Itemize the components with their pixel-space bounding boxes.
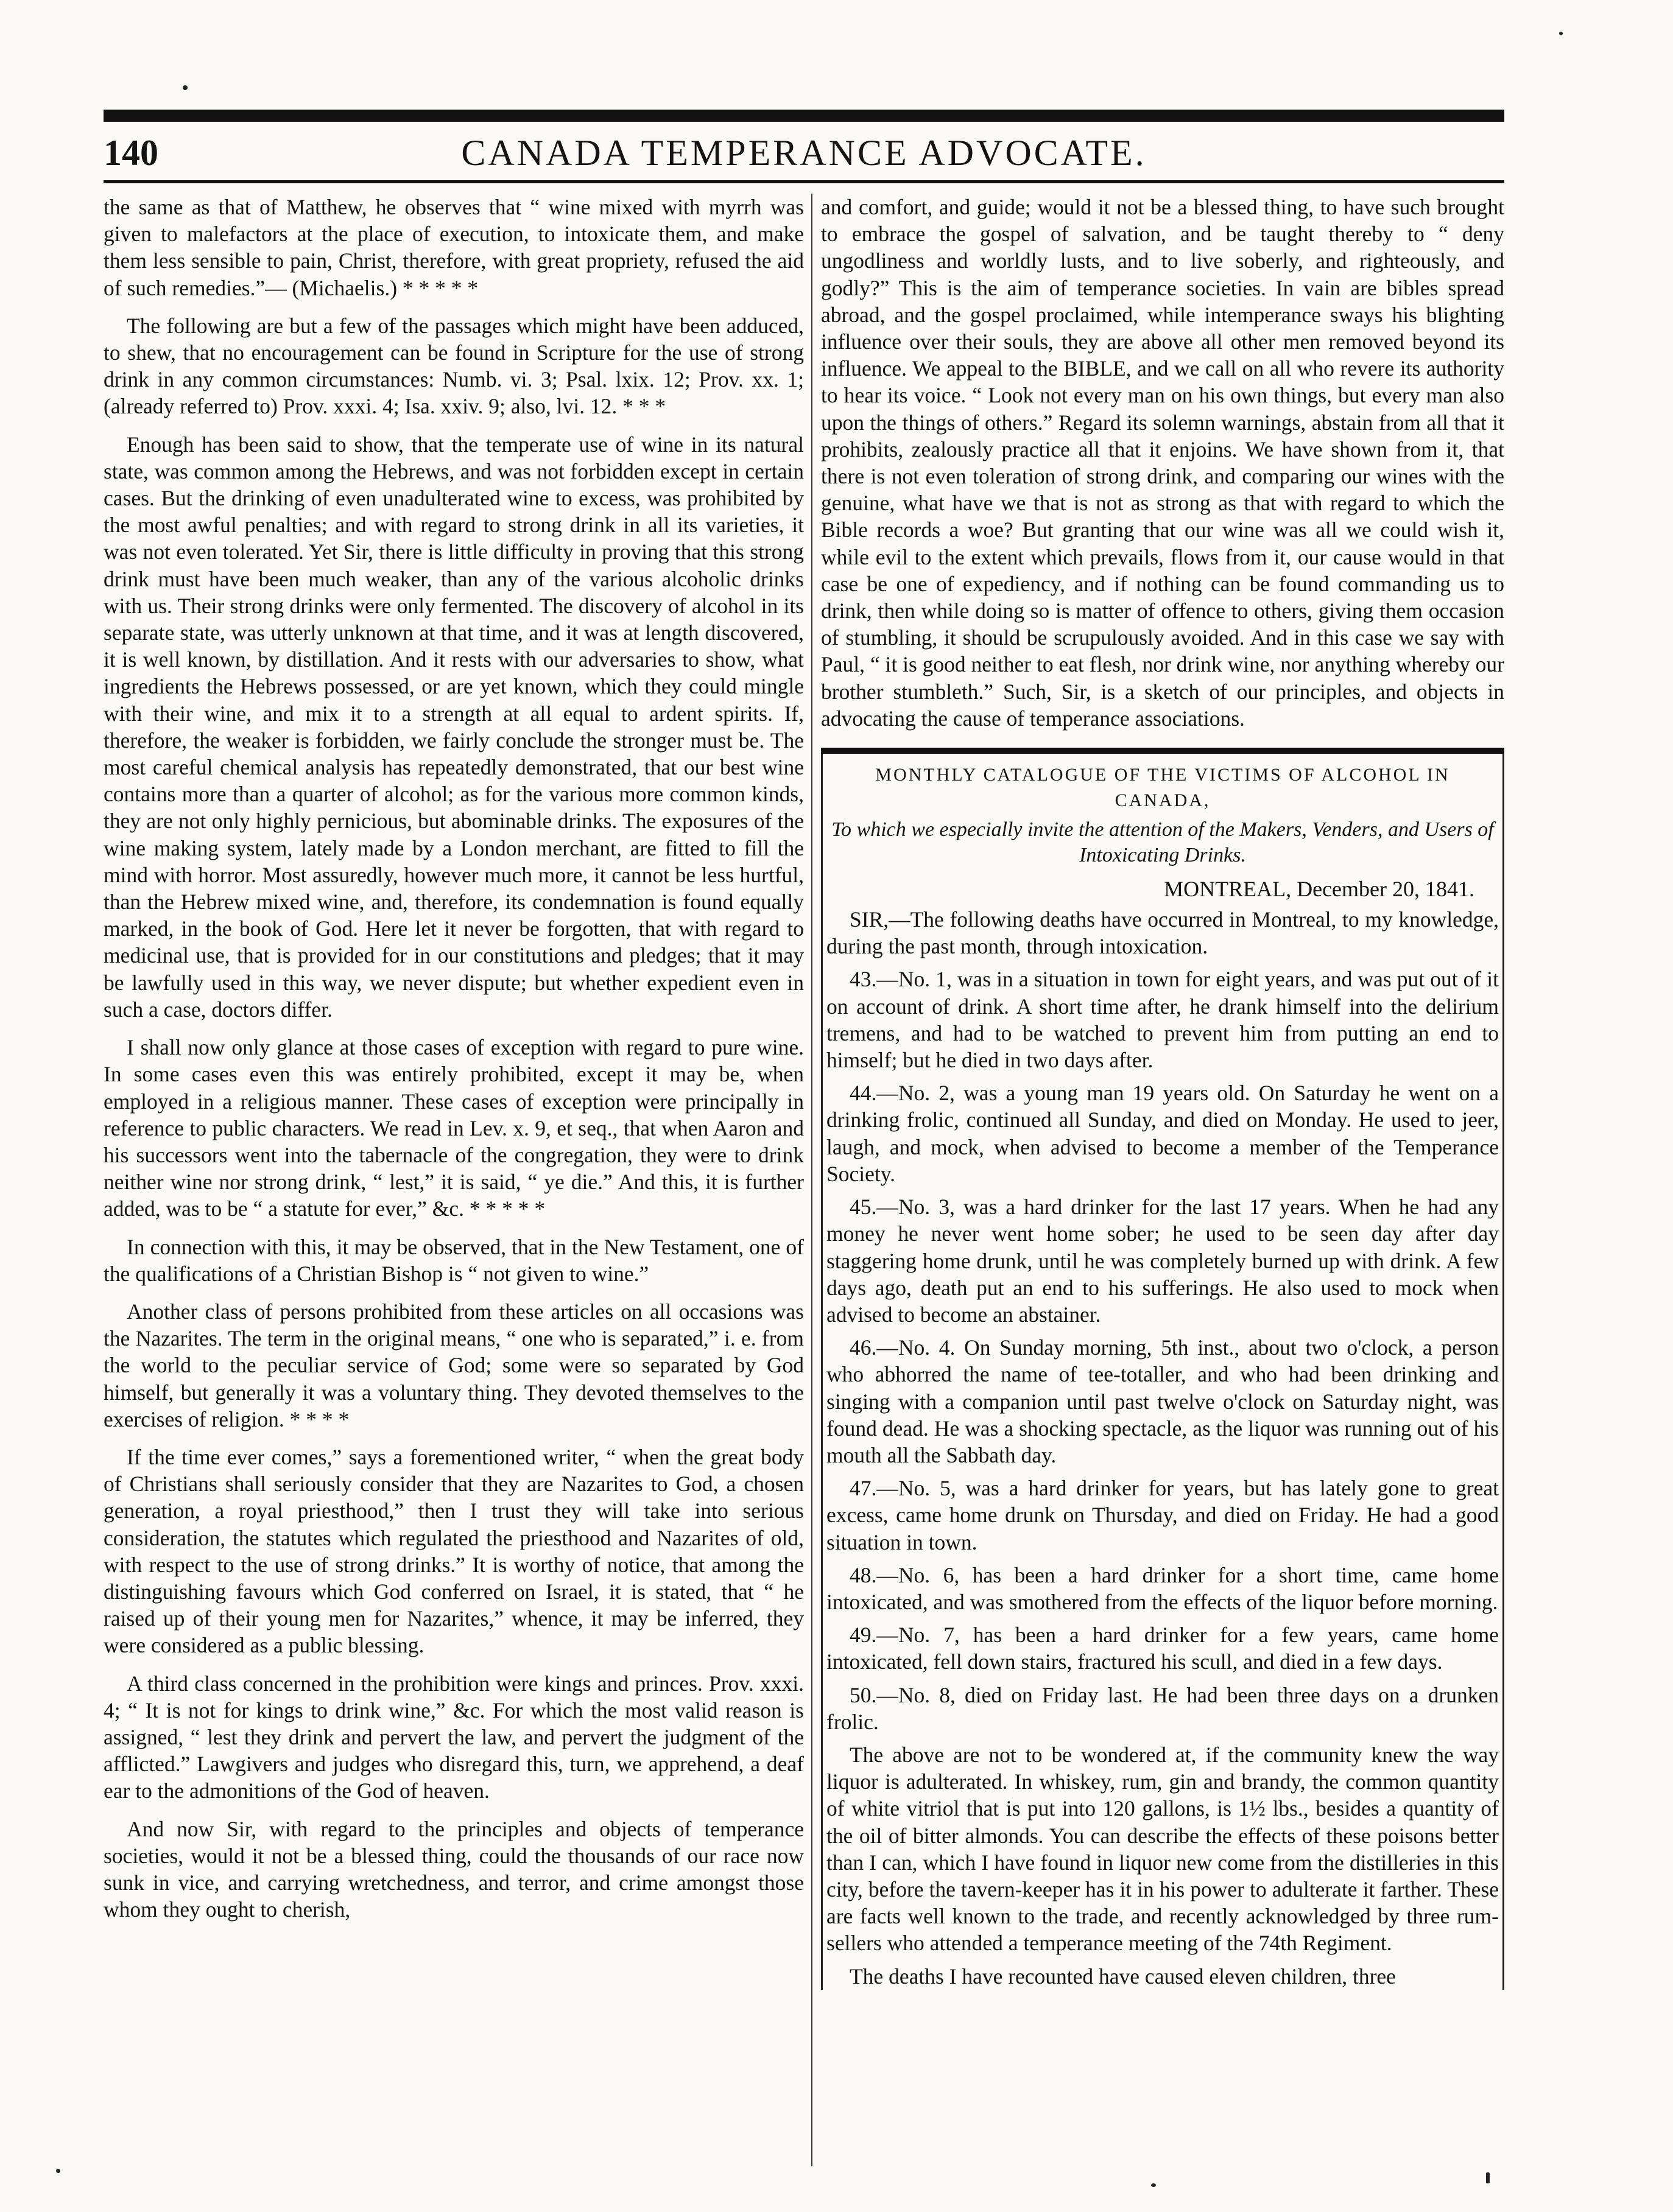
catalogue-entry: 49.—No. 7, has been a hard drinker for a few years, came home intoxicated, fell down stairs, fractured his scull, and died in a few days. bbox=[826, 1623, 1499, 1674]
catalogue-entry: 48.—No. 6, has been a hard drinker for a short time, came home intoxicated, and was smothered from the effects of the liquor before morning. bbox=[826, 1562, 1499, 1614]
article-paragraph: And now Sir, with regard to the principles and objects of temperance societies, would it not be a blessed thing, could the thousands of our race now sunk in vice, and carrying wretchedness, and terror, and crime amongst those whom they ought to cherish, bbox=[104, 1816, 804, 1922]
page-header bbox=[104, 130, 1504, 175]
article-paragraph: If the time ever comes,” says a forementioned writer, “ when the great body of Christians shall seriously consider that they are Nazarites to God, a chosen generation, a royal priesthood,” then I trust they will take into serious consideration, the statutes which regulated the priesthood and Nazarites of old, with respect to the use of strong drinks.” It is worthy of notice, that among the distinguishing favours which God conferred on Israel, it is stated, that “ he raised up of their young men for Nazarites,” whence, it may be inferred, they were considered as a public blessing. bbox=[104, 1444, 804, 1658]
catalogue-rule bbox=[821, 748, 1504, 754]
print-speck bbox=[56, 2169, 60, 2173]
article-paragraph: and comfort, and guide; would it not be a blessed thing, to have such brought to embrace the gospel of salvation, and be taught thereby to “ deny ungodliness and worldly lusts, and to live soberly, and righteously, and godly?” This is the aim of temperance societies. In vain are bibles spread abroad, and the gospel proclaimed, while intemperance sways his blighting influence over their souls, they are above all other men removed beyond its influence. We appeal to the BIBLE, and we call on all who revere its authority to hear its voice. “ Look not every man on his own things, but every man also upon the things of others.” Regard its solemn warnings, abstain from all that it prohibits, zealously practice all that it enjoins. We have shown from it, that there is not even toleration of strong drink, and comparing our wines with the genuine, what have we that is not as strong as that with regard to which the Bible records a woe? But granting that our wine was all we could wish it, while evil to the extent which prevails, flows from it, our cause would in that case be one of expediency, and if nothing can be found commanding us to drink, then while doing so is matter of offence to others, giving them occasion of stumbling, it should be scrupulously avoided. And in this case we say with Paul, “ it is good neither to eat flesh, nor drink wine, nor anything whereby our brother stumbleth.” Such, Sir, is a sketch of our principles, and objects in advocating the cause of temperance associations. bbox=[821, 195, 1504, 731]
catalogue-entry: 46.—No. 4. On Sunday morning, 5th inst., about two o'clock, a person who abhorred the name of tee-totaller, and who had been drinking and singing with a companion until past twelve o'clock on Saturday night, was found dead. He was a shocking spectacle, as the liquor was running out of his mouth all the Sabbath day. bbox=[826, 1335, 1499, 1467]
victims-catalogue bbox=[821, 748, 1504, 1990]
catalogue-entry: 47.—No. 5, was a hard drinker for years, but has lately gone to great excess, came home drunk on Thursday, and died on Friday. He had a good situation in town. bbox=[826, 1476, 1499, 1554]
top-rule bbox=[104, 110, 1504, 122]
header-rule bbox=[104, 180, 1504, 183]
print-speck bbox=[183, 85, 188, 90]
masthead-title: CANADA TEMPERANCE ADVOCATE. bbox=[461, 133, 1147, 173]
article-paragraph: Another class of persons prohibited from these articles on all occasions was the Nazarites. The term in the original means, “ one who is separated,” i. e. from the world to the peculiar service of God; some were so separated by God himself, but generally it was a voluntary thing. They devoted themselves to the exercises of religion. * * * * bbox=[104, 1299, 804, 1431]
print-speck bbox=[1559, 32, 1563, 35]
catalogue-entry: 50.—No. 8, died on Friday last. He had been three days on a drunken frolic. bbox=[826, 1682, 1499, 1734]
letter-intro: SIR,—The following deaths have occurred in Montreal, to my knowledge, during the past month, through intoxication. bbox=[826, 907, 1499, 959]
article-paragraph: the same as that of Matthew, he observes that “ wine mixed with myrrh was given to malefactors at the place of execution, to intoxicate them, and make them less sensible to pain, Christ, therefore, with great propriety, refused the aid of such remedies.”— (Michaelis.) * * * * * bbox=[104, 195, 804, 300]
catalogue-title: MONTHLY CATALOGUE OF THE VICTIMS OF ALCOHOL IN CANADA, bbox=[875, 765, 1450, 811]
article-paragraph: Enough has been said to show, that the temperate use of wine in its natural state, was common among the Hebrews, and was not forbidden except in certain cases. But the drinking of even unadulterated wine to excess, was prohibited by the most awful penalties; and with regard to strong drink in all its varieties, it was not even tolerated. Yet Sir, there is little difficulty in proving that this strong drink must have been much weaker, than any of the various alcoholic drinks with us. Their strong drinks were only fermented. The discovery of alcohol in its separate state, was utterly unknown at that time, and it was at length discovered, it is well known, by distillation. And it rests with our adversaries to show, what ingredients the Hebrews possessed, or are yet known, which they could mingle with their wine, and mix it to a strength at all equal to ardent spirits. If, therefore, the weaker is forbidden, we fairly conclude the stronger must be. The most careful chemical analysis has repeatedly demonstrated, that our best wine contains more than a quarter of alcohol; as for the various more common kinds, they are not only highly pernicious, but abominable drinks. The exposures of the wine making system, lately made by a London merchant, are fitted to fill the mind with horror. Most assuredly, however much more, it cannot be less hurtful, than the Hebrew mixed wine, and, therefore, its condemnation is found equally marked, in the book of God. Here let it never be forgotten, that with regard to medicinal use, that is provided for in our constitutions and pledges; that it may be lawfully used in this way, we never dispute; but whether expedient even in such a case, doctors differ. bbox=[104, 432, 804, 1022]
page-number: 140 bbox=[104, 133, 158, 173]
print-speck bbox=[1486, 2172, 1490, 2183]
right-column bbox=[821, 194, 1504, 2166]
article-paragraph: A third class concerned in the prohibition were kings and princes. Prov. xxxi. 4; “ It is not for kings to drink wine,” &c. For which the most valid reason is assigned, “ lest they drink and pervert the law, and pervert the judgment of the afflicted.” Lawgivers and judges who disregard this, turn, we apprehend, a deaf ear to the admonitions of the God of heaven. bbox=[104, 1671, 804, 1803]
catalogue-entry: 44.—No. 2, was a young man 19 years old. On Saturday he went on a drinking frolic, continued all Sunday, and died on Monday. He used to jeer, laugh, and mock, when advised to become a member of the Temperance Society. bbox=[826, 1081, 1499, 1186]
article-paragraph: In connection with this, it may be observed, that in the New Testament, one of the qualifications of a Christian Bishop is “ not given to wine.” bbox=[104, 1234, 804, 1286]
column-divider bbox=[811, 194, 812, 2166]
print-speck bbox=[1151, 2183, 1156, 2187]
article-paragraph: The following are but a few of the passages which might have been adduced, to shew, that no encouragement can be found in Scripture for the use of strong drink in any common circumstances: Numb. vi. 3; Psal. lxix. 12; Prov. xx. 1; (already referred to) Prov. xxxi. 4; Isa. xxiv. 9; also, lvi. 12. * * * bbox=[104, 313, 804, 419]
catalogue-entry: 43.—No. 1, was in a situation in town for eight years, and was put out of it on account of drink. A short time after, he drank himself into the delirium tremens, and had to be watched to prevent him from putting an end to himself; but he died in two days after. bbox=[826, 967, 1499, 1073]
catalogue-entry: 45.—No. 3, was a hard drinker for the last 17 years. When he had any money he never went home sober; he used to be seen day after day staggering home drunk, until he was completely burned up with drink. A few days ago, death put an end to his sufferings. He also used to mock when advised to become an abstainer. bbox=[826, 1195, 1499, 1327]
newspaper-page bbox=[104, 110, 1504, 2180]
left-column bbox=[104, 194, 804, 2166]
dateline: MONTREAL, December 20, 1841. bbox=[1164, 877, 1474, 902]
closing-paragraph: The deaths I have recounted have caused eleven children, three bbox=[850, 1964, 1396, 1989]
closing-paragraph: The above are not to be wondered at, if the community knew the way liquor is adulterated. In whiskey, rum, gin and brandy, the common quantity of white vitriol that is put into 120 gallons, is 1½ lbs., besides a quantity of the oil of bitter almonds. You can describe the effects of these poisons better than I can, which I have found in liquor new come from the distilleries in this city, before the tavern-keeper has it in his power to adulterate it farther. These are facts well known to the trade, and recently acknowledged by three rum-sellers who attended a temperance meeting of the 74th Regiment. bbox=[826, 1742, 1499, 1956]
catalogue-subtitle: To which we especially invite the attention of the Makers, Venders, and Users of Intoxicating Drinks. bbox=[831, 818, 1494, 867]
article-paragraph: I shall now only glance at those cases of exception with regard to pure wine. In some cases even this was entirely prohibited, except it may be, when employed in a religious manner. These cases of exception were principally in reference to public characters. We read in Lev. x. 9, et seq., that when Aaron and his successors went into the tabernacle of the congregation, they were to drink neither wine nor strong drink, “ lest,” it is said, “ ye die.” And this, it is further added, was to be “ a statute for ever,” &c. * * * * * bbox=[104, 1035, 804, 1221]
